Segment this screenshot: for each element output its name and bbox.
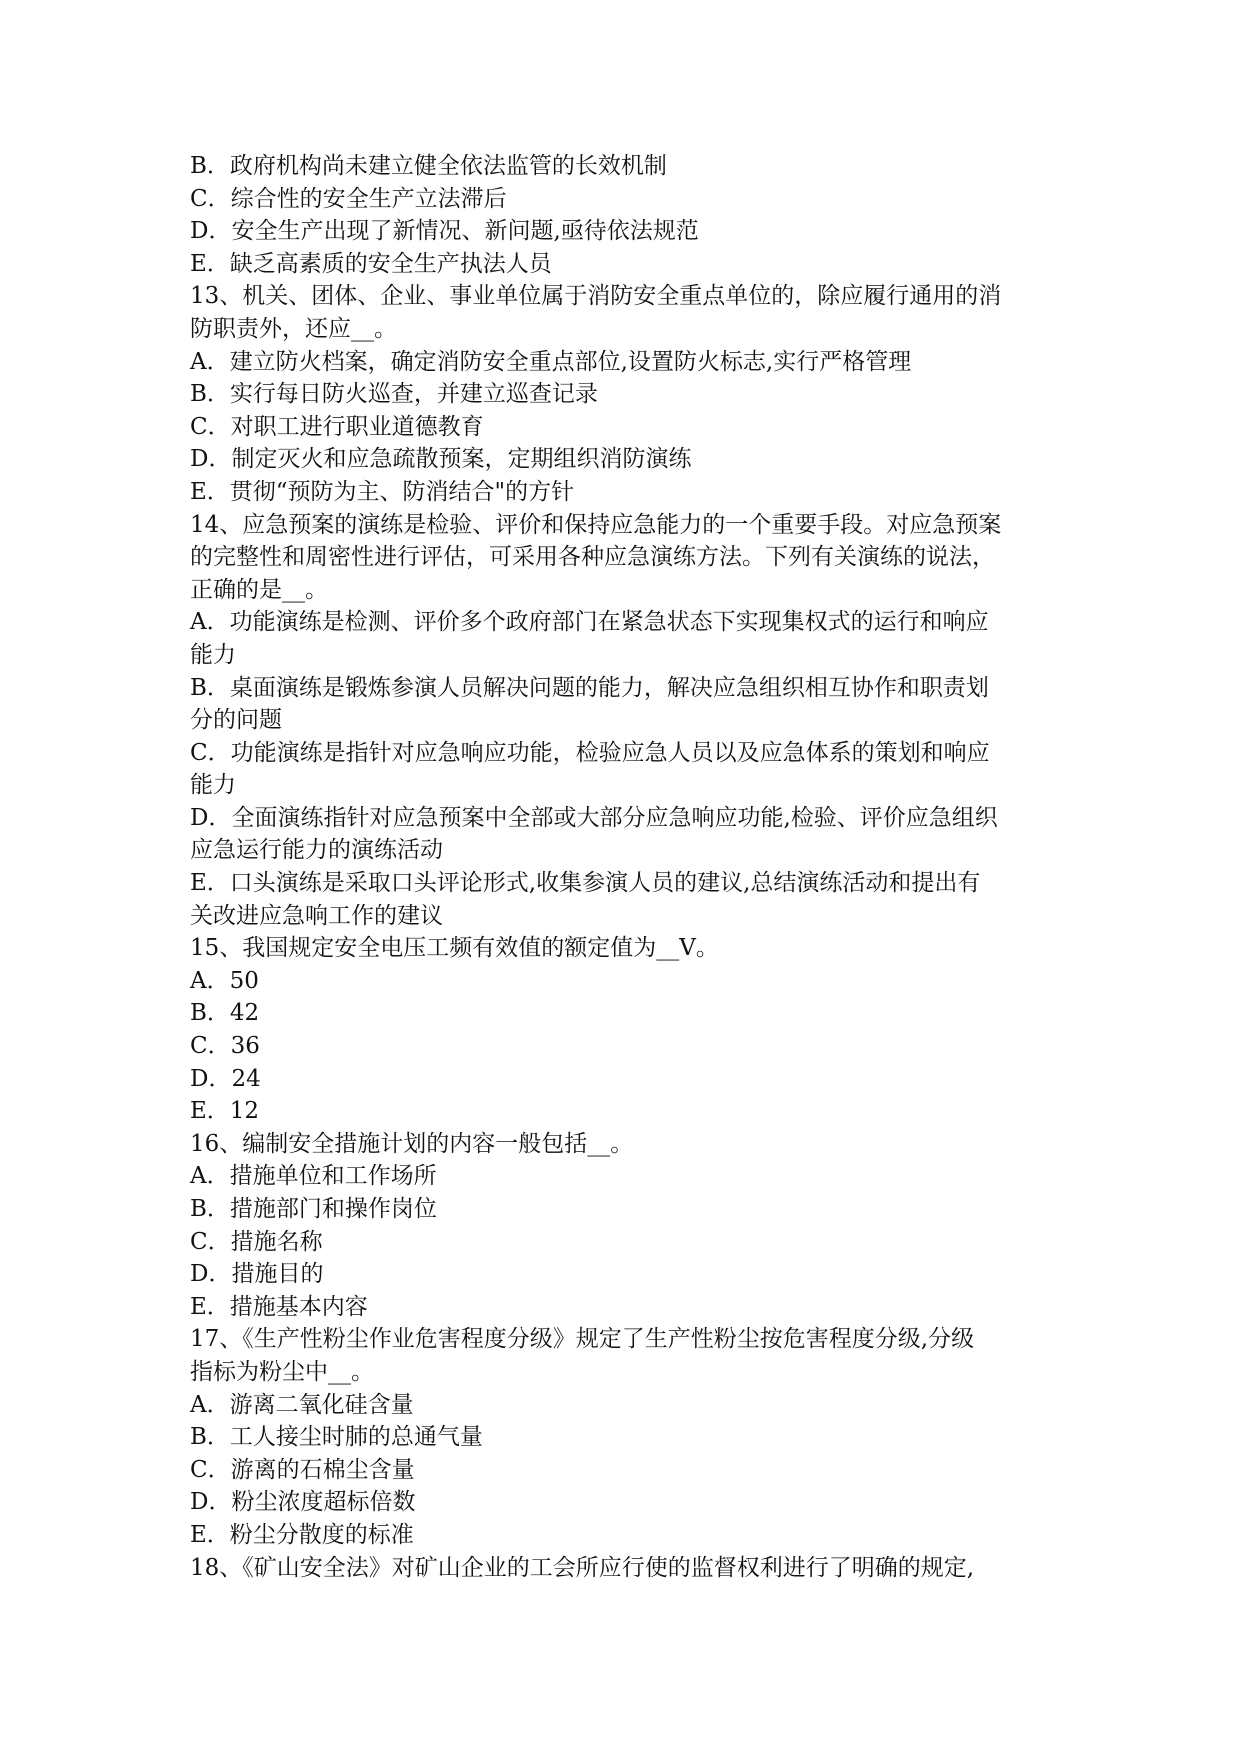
text-line: D．制定灭火和应急疏散预案，定期组织消防演练 <box>190 446 692 473</box>
text-line: 能力 <box>190 641 236 668</box>
text-line: 17、《生产性粉尘作业危害程度分级》规定了生产性粉尘按危害程度分级,分级 <box>190 1326 975 1353</box>
text-line: C．对职工进行职业道德教育 <box>190 413 484 440</box>
text-line: D．粉尘浓度超标倍数 <box>190 1489 416 1516</box>
text-line: B．政府机构尚未建立健全依法监管的长效机制 <box>190 153 667 179</box>
text-line: 14、应急预案的演练是检验、评价和保持应急能力的一个重要手段。对应急预案 <box>190 511 1002 538</box>
text-line: A．50 <box>190 967 259 994</box>
text-line: B．实行每日防火巡查，并建立巡查记录 <box>190 381 598 408</box>
text-line: A．建立防火档案，确定消防安全重点部位,设置防火标志,实行严格管理 <box>190 348 912 375</box>
text-line: A．措施单位和工作场所 <box>190 1163 437 1190</box>
text-line: B．42 <box>190 1000 260 1027</box>
text-line: 关改进应急响工作的建议 <box>190 902 443 929</box>
text-line: C．36 <box>190 1033 260 1060</box>
text-line: 15、我国规定安全电压工频有效值的额定值为__V。 <box>190 935 719 962</box>
text-line: 应急运行能力的演练活动 <box>190 837 443 864</box>
text-line: C．游离的石棉尘含量 <box>190 1456 415 1483</box>
text-line: 能力 <box>190 772 236 799</box>
text-line: E．粉尘分散度的标准 <box>190 1521 414 1548</box>
text-line: 13、机关、团体、企业、事业单位属于消防安全重点单位的，除应履行通用的消 <box>190 283 1002 310</box>
text-line: 的完整性和周密性进行评估，可采用各种应急演练方法。下列有关演练的说法， <box>190 544 995 571</box>
text-line: D．24 <box>190 1065 261 1092</box>
text-line: D．措施目的 <box>190 1261 324 1288</box>
text-line: E．措施基本内容 <box>190 1293 368 1320</box>
text-line: B．措施部门和操作岗位 <box>190 1196 437 1222</box>
text-line: 防职责外，还应__。 <box>190 315 397 342</box>
text-line: C．功能演练是指针对应急响应功能，检验应急人员以及应急体系的策划和响应 <box>190 739 990 766</box>
text-line: 分的问题 <box>190 707 282 734</box>
text-line: 16、编制安全措施计划的内容一般包括__。 <box>190 1130 634 1157</box>
text-line: 18、《矿山安全法》对矿山企业的工会所应行使的监督权利进行了明确的规定, <box>190 1554 975 1581</box>
text-line: E．12 <box>190 1098 260 1125</box>
text-line: E．贯彻“预防为主、防消结合"的方针 <box>190 478 575 505</box>
text-line: C．综合性的安全生产立法滞后 <box>190 185 507 212</box>
text-line: D．安全生产出现了新情况、新问题,亟待依法规范 <box>190 218 699 245</box>
text-line: B．桌面演练是锻炼参演人员解决问题的能力，解决应急组织相互协作和职责划 <box>190 674 989 701</box>
text-line: D．全面演练指针对应急预案中全部或大部分应急响应功能,检验、评价应急组织 <box>190 804 998 831</box>
text-line: E．缺乏高素质的安全生产执法人员 <box>190 250 552 277</box>
text-line: C．措施名称 <box>190 1228 323 1255</box>
text-line: A．功能演练是检测、评价多个政府部门在紧急状态下实现集权式的运行和响应 <box>190 609 989 636</box>
text-line: 指标为粉尘中__。 <box>190 1358 374 1385</box>
text-line: 正确的是__。 <box>190 576 328 603</box>
text-line: A．游离二氧化硅含量 <box>190 1391 414 1418</box>
text-line: B．工人接尘时肺的总通气量 <box>190 1424 483 1451</box>
text-line: E．口头演练是采取口头评论形式,收集参演人员的建议,总结演练活动和提出有 <box>190 870 981 897</box>
document-page <box>190 150 1070 1584</box>
